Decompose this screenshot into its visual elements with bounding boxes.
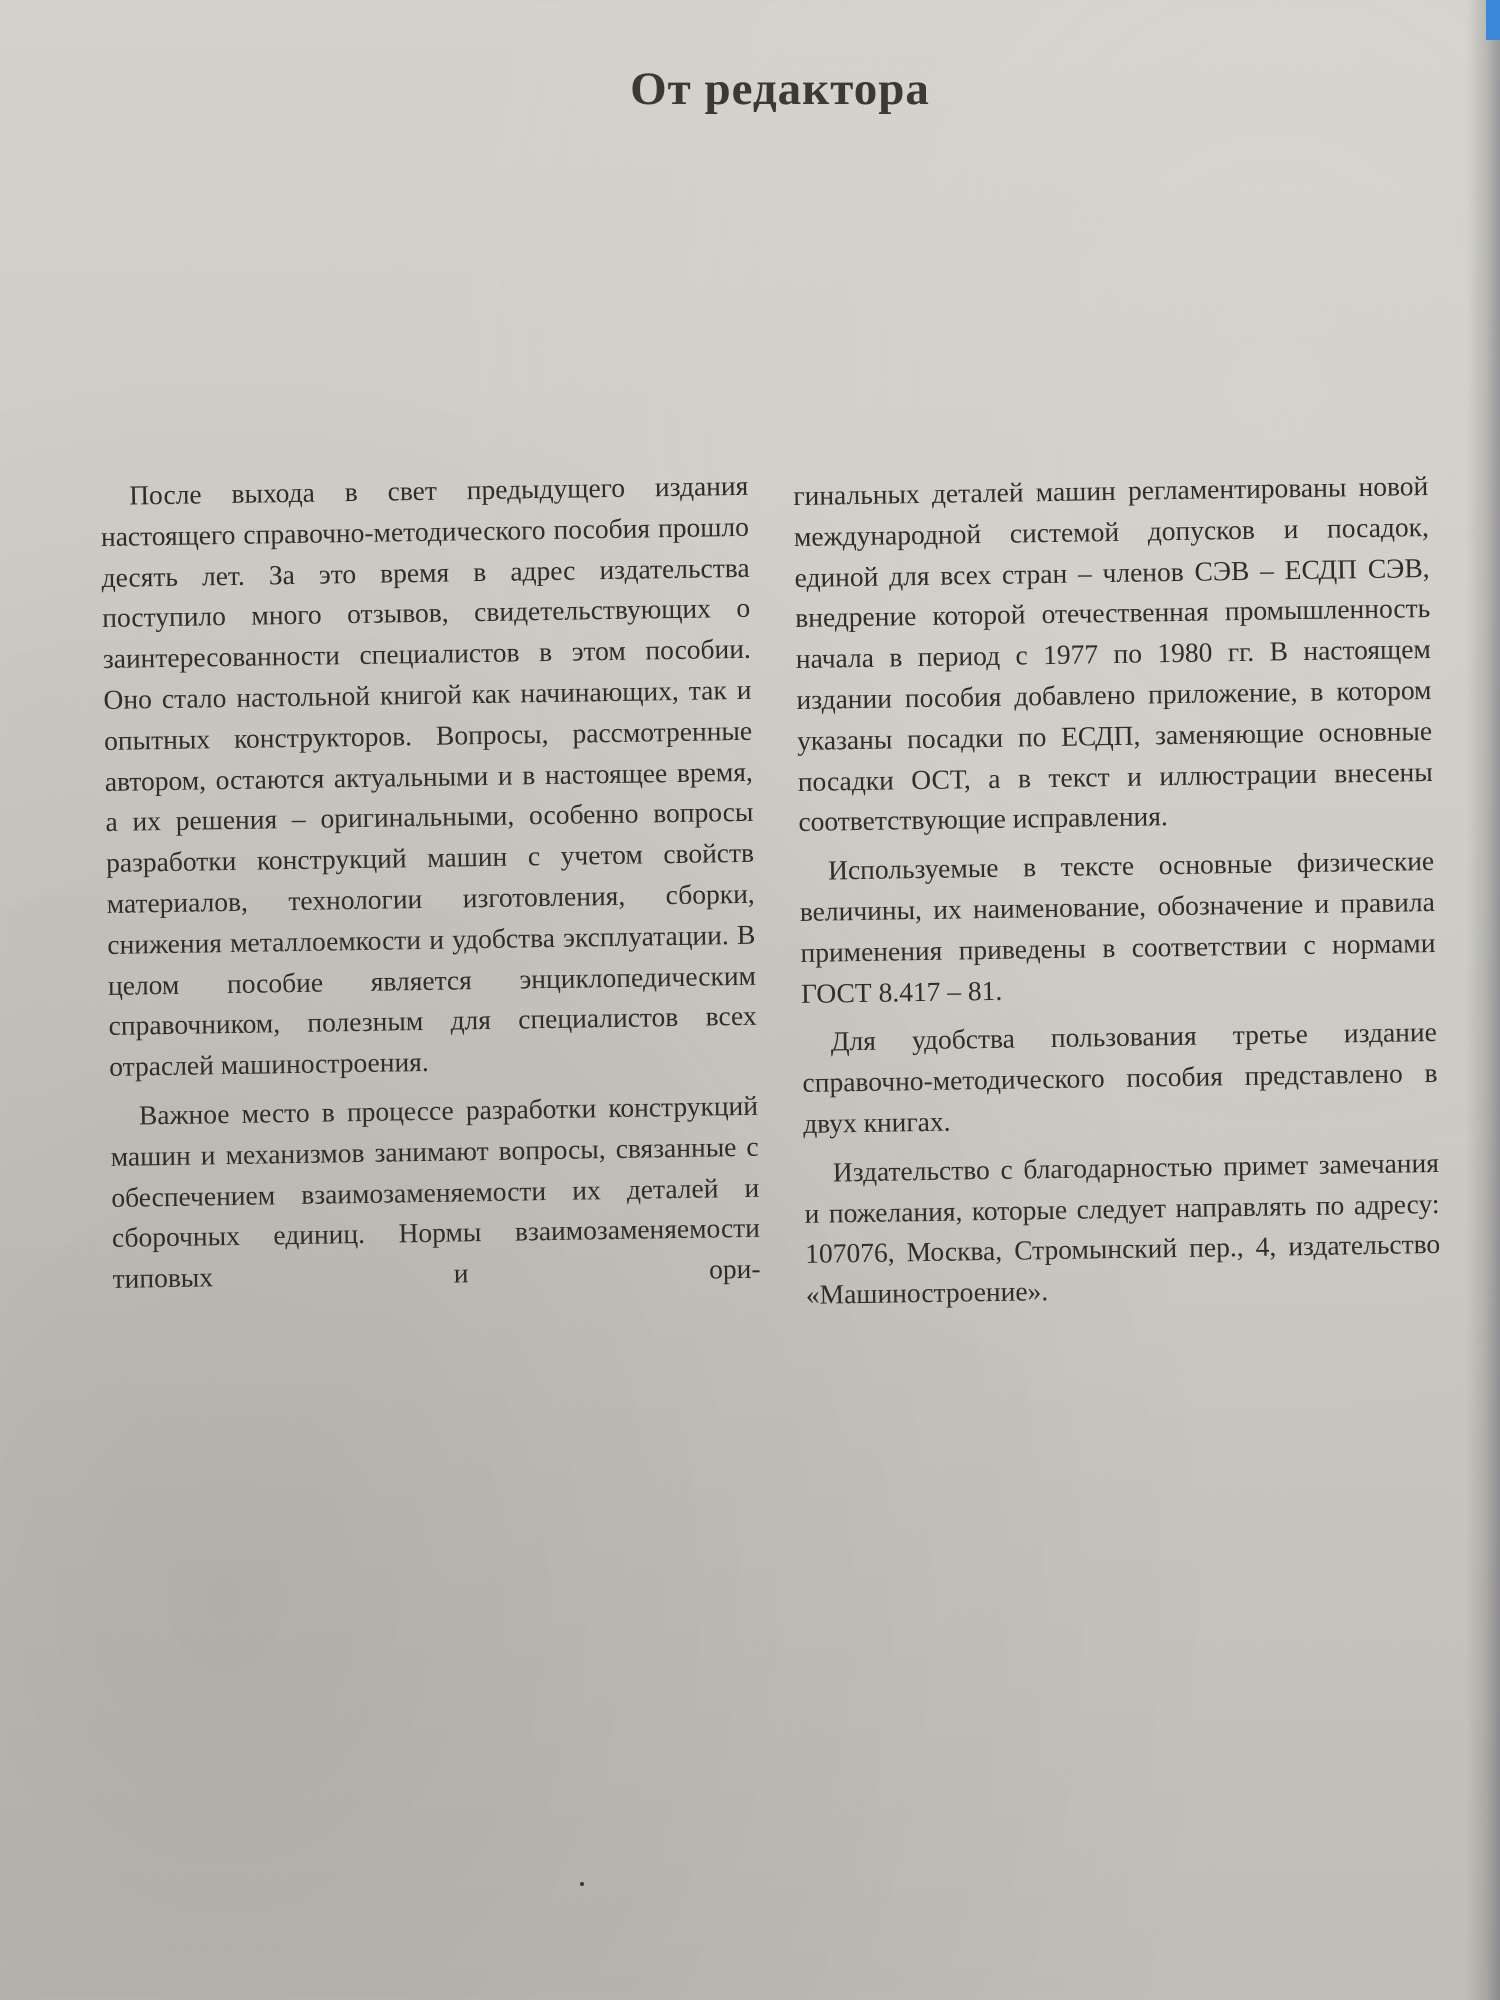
paragraph-two-books: Для удобства пользования третье издание справочно-методического пособия представлено в двух книгах. — [802, 1016, 1438, 1139]
right-text-column — [793, 466, 1441, 1324]
paragraph-continuation: гинальных деталей машин регламентированы новой международной системой допусков и посадок, единой для всех стран – членов СЭВ – ЕСДП СЭВ, внедрение которой отечественная промышленность начала в период с 1977 по 1980 гг. В настоящем издании пособия добавлено приложение, в котором указаны посадки по ЕСДП, заменяющие основные посадки ОСТ, а в текст и иллюстрации внесены соответствующие исправления. — [793, 470, 1433, 838]
paragraph-interchangeability: Важное место в процессе разработки конструкций машин и механизмов занимают вопросы, связанные с обеспечением взаимозаменяемости их деталей и сборочных единиц. Нормы взаимозаменяемости типовых и ори- — [110, 1089, 761, 1295]
paragraph-physical-quantities: Используемые в тексте основные физические величины, их наименование, обозначение и правила применения приведены в соответствии с нормами ГОСТ 8.417 – 81. — [799, 845, 1436, 1009]
print-speck — [580, 1882, 584, 1886]
page-edge-shadow — [1466, 0, 1500, 2000]
page-title: От редактора — [630, 63, 930, 115]
left-text-column — [100, 466, 761, 1308]
paragraph-publisher-address: Издательство с благодарностью примет замечания и пожелания, которые следует направлять по адресу: 107076, Москва, Стромынский пер., 4, издательство «Машиностроение». — [804, 1146, 1441, 1311]
blue-tab — [1486, 0, 1500, 40]
paragraph-intro: После выхода в свет предыдущего издания настоящего справочно-методического пособия прошло десять лет. За это время в адрес издательства поступило много отзывов, свидетельствующих о заинтересованности специалистов в этом пособии. Оно стало настольной книгой как начинающих, так и опытных конструкторов. Вопросы, рассмотренные автором, остаются актуальными и в настоящее время, а их решения – оригинальными, особенно вопросы разработки конструкций машин с учетом свойств материалов, технологии изготовления, сборки, снижения металлоемкости и удобства эксплуатации. В целом пособие является энциклопедическим справочником, полезным для специалистов всех отраслей машиностроения. — [100, 469, 757, 1083]
